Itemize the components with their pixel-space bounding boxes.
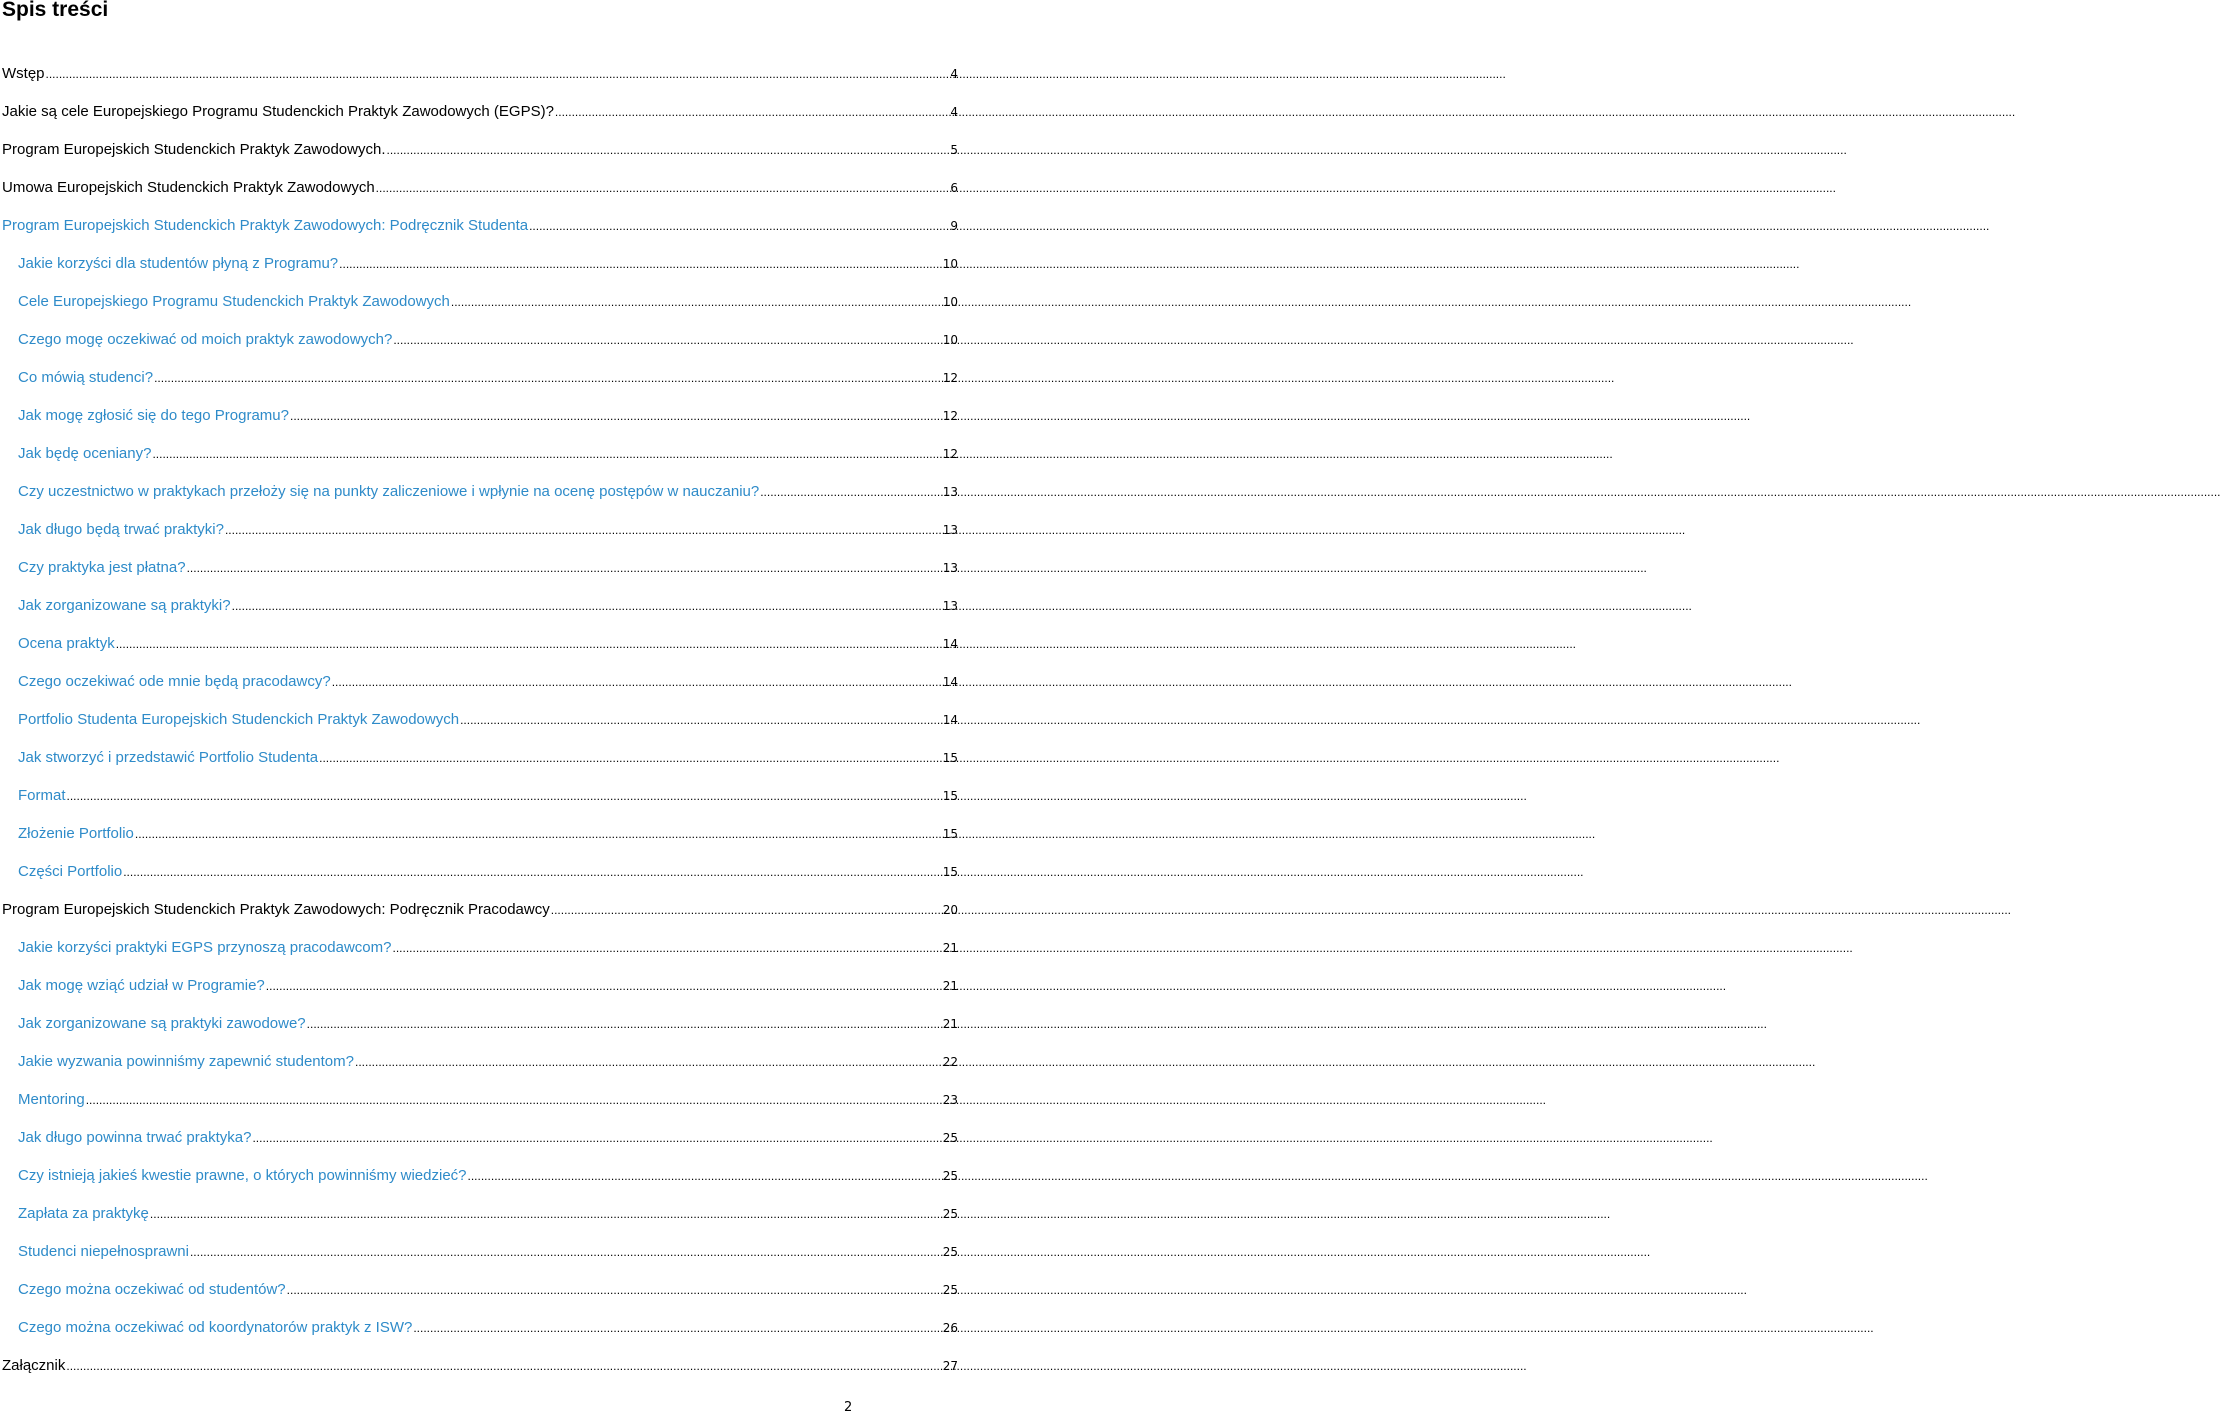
toc-entry-page-number[interactable]: 25 — [942, 1207, 958, 1221]
toc-entry-page-number[interactable]: 21 — [942, 979, 958, 993]
toc-dot-leader — [66, 1353, 940, 1379]
toc-entry-title[interactable]: Cele Europejskiego Programu Studenckich Praktyk Zawodowych — [18, 293, 450, 310]
toc-chapter-entry[interactable] — [0, 213, 960, 251]
toc-entry-page-number[interactable]: 12 — [942, 409, 958, 423]
toc-section-entry[interactable] — [0, 821, 960, 859]
toc-entry-page-number[interactable]: 21 — [942, 1017, 958, 1031]
toc-dot-leader — [555, 99, 948, 125]
toc-entry-page-number[interactable]: 6 — [950, 181, 958, 195]
toc-entry-title[interactable]: Umowa Europejskich Studenckich Praktyk Zawodowych — [2, 179, 375, 196]
toc-entry-page-number[interactable]: 15 — [942, 865, 958, 879]
toc-dot-leader — [225, 517, 941, 543]
toc-entry-page-number[interactable]: 15 — [942, 751, 958, 765]
toc-entry-page-number[interactable]: 25 — [942, 1283, 958, 1297]
toc-dot-leader — [154, 365, 941, 391]
toc-section-entry[interactable] — [0, 745, 960, 783]
toc-entry-title[interactable]: Jak długo będą trwać praktyki? — [18, 521, 224, 538]
toc-dot-leader — [551, 897, 941, 923]
toc-section-entry[interactable] — [0, 973, 960, 1011]
toc-dot-leader — [529, 213, 948, 239]
toc-entry-title[interactable]: Program Europejskich Studenckich Praktyk Zawodowych: Podręcznik Studenta — [2, 217, 529, 234]
toc-entry-page-number[interactable]: 13 — [942, 599, 958, 613]
toc-chapter-entry[interactable] — [0, 1353, 960, 1391]
toc-section-entry[interactable] — [0, 783, 960, 821]
toc-dot-leader — [339, 251, 941, 277]
toc-section-entry[interactable] — [0, 517, 960, 555]
toc-entry-title[interactable]: Czego można oczekiwać od koordynatorów praktyk z ISW? — [18, 1319, 413, 1336]
toc-entry-title[interactable]: Program Europejskich Studenckich Praktyk Zawodowych: Podręcznik Pracodawcy — [2, 901, 550, 918]
toc-chapter-entry[interactable] — [0, 99, 960, 137]
toc-dot-leader — [460, 707, 941, 733]
toc-chapter-entry[interactable] — [0, 175, 960, 213]
toc-section-entry[interactable] — [0, 327, 960, 365]
toc-entry-page-number[interactable]: 5 — [950, 143, 958, 157]
toc-entry-title[interactable]: Mentoring — [18, 1091, 85, 1108]
toc-dot-leader — [232, 593, 941, 619]
toc-section-entry[interactable] — [0, 1163, 960, 1201]
toc-section-entry[interactable] — [0, 441, 960, 479]
toc-entry-page-number[interactable]: 14 — [942, 637, 958, 651]
toc-entry-page-number[interactable]: 23 — [942, 1093, 958, 1107]
toc-dot-leader — [152, 441, 940, 467]
toc-dot-leader — [287, 1277, 941, 1303]
toc-entry-page-number[interactable]: 25 — [942, 1131, 958, 1145]
toc-entry-title[interactable]: Ocena praktyk — [18, 635, 115, 652]
toc-dot-leader — [290, 403, 941, 429]
toc-section-entry[interactable] — [0, 935, 960, 973]
toc-section-entry[interactable] — [0, 707, 960, 745]
toc-dot-leader — [319, 745, 941, 771]
toc-entry-title[interactable]: Jak zorganizowane są praktyki zawodowe? — [18, 1015, 306, 1032]
toc-entry-page-number[interactable]: 10 — [942, 257, 958, 271]
toc-dot-leader — [760, 479, 941, 505]
toc-entry-page-number[interactable]: 12 — [942, 447, 958, 461]
table-of-contents — [0, 61, 960, 1391]
toc-entry-page-number[interactable]: 14 — [942, 713, 958, 727]
toc-section-entry[interactable] — [0, 555, 960, 593]
toc-dot-leader — [266, 973, 941, 999]
toc-entry-page-number[interactable]: 25 — [942, 1245, 958, 1259]
toc-entry-title[interactable]: Jak będę oceniany? — [18, 445, 152, 462]
toc-entry-page-number[interactable]: 4 — [950, 67, 958, 81]
toc-entry-title[interactable]: Wstęp — [2, 65, 45, 82]
toc-entry-page-number[interactable]: 15 — [942, 827, 958, 841]
toc-dot-leader — [392, 935, 940, 961]
toc-section-entry[interactable] — [0, 631, 960, 669]
toc-entry-title[interactable]: Czego można oczekiwać od studentów? — [18, 1281, 286, 1298]
toc-entry-page-number[interactable]: 26 — [942, 1321, 958, 1335]
toc-entry-title[interactable]: Studenci niepełnosprawni — [18, 1243, 189, 1260]
toc-entry-page-number[interactable]: 21 — [942, 941, 958, 955]
toc-section-entry[interactable] — [0, 859, 960, 897]
toc-dot-leader — [451, 289, 941, 315]
toc-entry-title[interactable]: Jak zorganizowane są praktyki? — [18, 597, 231, 614]
toc-chapter-entry[interactable] — [0, 897, 960, 935]
toc-entry-page-number[interactable]: 4 — [950, 105, 958, 119]
toc-entry-page-number[interactable]: 27 — [942, 1359, 958, 1373]
toc-dot-leader — [67, 783, 941, 809]
toc-section-entry[interactable] — [0, 1011, 960, 1049]
toc-entry-title[interactable]: Format — [18, 787, 66, 804]
toc-dot-leader — [468, 1163, 941, 1189]
page-number: 2 — [844, 1400, 853, 1415]
toc-dot-leader — [46, 61, 949, 87]
toc-dot-leader — [252, 1125, 940, 1151]
toc-entry-page-number[interactable]: 12 — [942, 371, 958, 385]
toc-section-entry[interactable] — [0, 251, 960, 289]
toc-section-entry[interactable] — [0, 1049, 960, 1087]
page-title: Spis treści — [2, 0, 109, 21]
toc-entry-title[interactable]: Części Portfolio — [18, 863, 123, 880]
toc-entry-page-number[interactable]: 10 — [942, 295, 958, 309]
toc-entry-page-number[interactable]: 10 — [942, 333, 958, 347]
toc-dot-leader — [123, 859, 941, 885]
toc-entry-title[interactable]: Zapłata za praktykę — [18, 1205, 149, 1222]
toc-dot-leader — [86, 1087, 941, 1113]
toc-dot-leader — [150, 1201, 941, 1227]
toc-entry-title[interactable]: Co mówią studenci? — [18, 369, 154, 386]
toc-entry-page-number[interactable]: 13 — [942, 485, 958, 499]
toc-dot-leader — [135, 821, 941, 847]
toc-entry-page-number[interactable]: 20 — [942, 903, 958, 917]
toc-entry-page-number[interactable]: 22 — [942, 1055, 958, 1069]
toc-dot-leader — [332, 669, 941, 695]
toc-entry-page-number[interactable]: 15 — [942, 789, 958, 803]
toc-entry-title[interactable]: Jak długo powinna trwać praktyka? — [18, 1129, 252, 1146]
toc-section-entry[interactable] — [0, 365, 960, 403]
toc-section-entry[interactable] — [0, 1239, 960, 1277]
toc-section-entry[interactable] — [0, 289, 960, 327]
toc-section-entry[interactable] — [0, 669, 960, 707]
toc-section-entry[interactable] — [0, 1125, 960, 1163]
toc-entry-title[interactable]: Złożenie Portfolio — [18, 825, 134, 842]
toc-dot-leader — [116, 631, 941, 657]
toc-section-entry[interactable] — [0, 593, 960, 631]
toc-dot-leader — [376, 175, 949, 201]
toc-dot-leader — [355, 1049, 941, 1075]
toc-chapter-entry[interactable] — [0, 61, 960, 99]
toc-entry-title[interactable]: Jakie wyzwania powinniśmy zapewnić studentom? — [18, 1053, 354, 1070]
toc-dot-leader — [187, 555, 941, 581]
toc-entry-title[interactable]: Jak stworzyć i przedstawić Portfolio Studenta — [18, 749, 319, 766]
toc-dot-leader — [393, 327, 940, 353]
toc-dot-leader — [387, 137, 949, 163]
toc-dot-leader — [413, 1315, 940, 1341]
toc-entry-title[interactable]: Jak mogę zgłosić się do tego Programu? — [18, 407, 289, 424]
toc-entry-title[interactable]: Czego oczekiwać ode mnie będą pracodawcy? — [18, 673, 331, 690]
toc-section-entry[interactable] — [0, 1087, 960, 1125]
toc-entry-page-number[interactable]: 13 — [942, 523, 958, 537]
toc-section-entry[interactable] — [0, 479, 960, 517]
toc-entry-title[interactable]: Czy praktyka jest płatna? — [18, 559, 186, 576]
toc-chapter-entry[interactable] — [0, 137, 960, 175]
toc-section-entry[interactable] — [0, 1201, 960, 1239]
toc-entry-title[interactable]: Jakie korzyści praktyki EGPS przynoszą pracodawcom? — [18, 939, 392, 956]
toc-entry-title[interactable]: Czego mogę oczekiwać od moich praktyk zawodowych? — [18, 331, 393, 348]
toc-entry-title[interactable]: Program Europejskich Studenckich Praktyk Zawodowych. — [2, 141, 386, 158]
toc-entry-page-number[interactable]: 13 — [942, 561, 958, 575]
toc-dot-leader — [307, 1011, 941, 1037]
toc-entry-title[interactable]: Jakie są cele Europejskiego Programu Studenckich Praktyk Zawodowych (EGPS)? — [2, 103, 554, 120]
toc-entry-title[interactable]: Portfolio Studenta Europejskich Studenckich Praktyk Zawodowych — [18, 711, 460, 728]
toc-entry-title[interactable]: Jakie korzyści dla studentów płyną z Programu? — [18, 255, 339, 272]
toc-entry-title[interactable]: Jak mogę wziąć udział w Programie? — [18, 977, 265, 994]
toc-entry-page-number[interactable]: 9 — [950, 219, 958, 233]
toc-entry-page-number[interactable]: 14 — [942, 675, 958, 689]
toc-entry-title[interactable]: Czy istnieją jakieś kwestie prawne, o których powinniśmy wiedzieć? — [18, 1167, 467, 1184]
toc-section-entry[interactable] — [0, 1315, 960, 1353]
toc-section-entry[interactable] — [0, 403, 960, 441]
toc-entry-title[interactable]: Załącznik — [2, 1357, 66, 1374]
toc-dot-leader — [190, 1239, 941, 1265]
toc-entry-page-number[interactable]: 25 — [942, 1169, 958, 1183]
toc-section-entry[interactable] — [0, 1277, 960, 1315]
toc-entry-title[interactable]: Czy uczestnictwo w praktykach przełoży się na punkty zaliczeniowe i wpłynie na ocenę postępów w nauczaniu? — [18, 483, 760, 500]
